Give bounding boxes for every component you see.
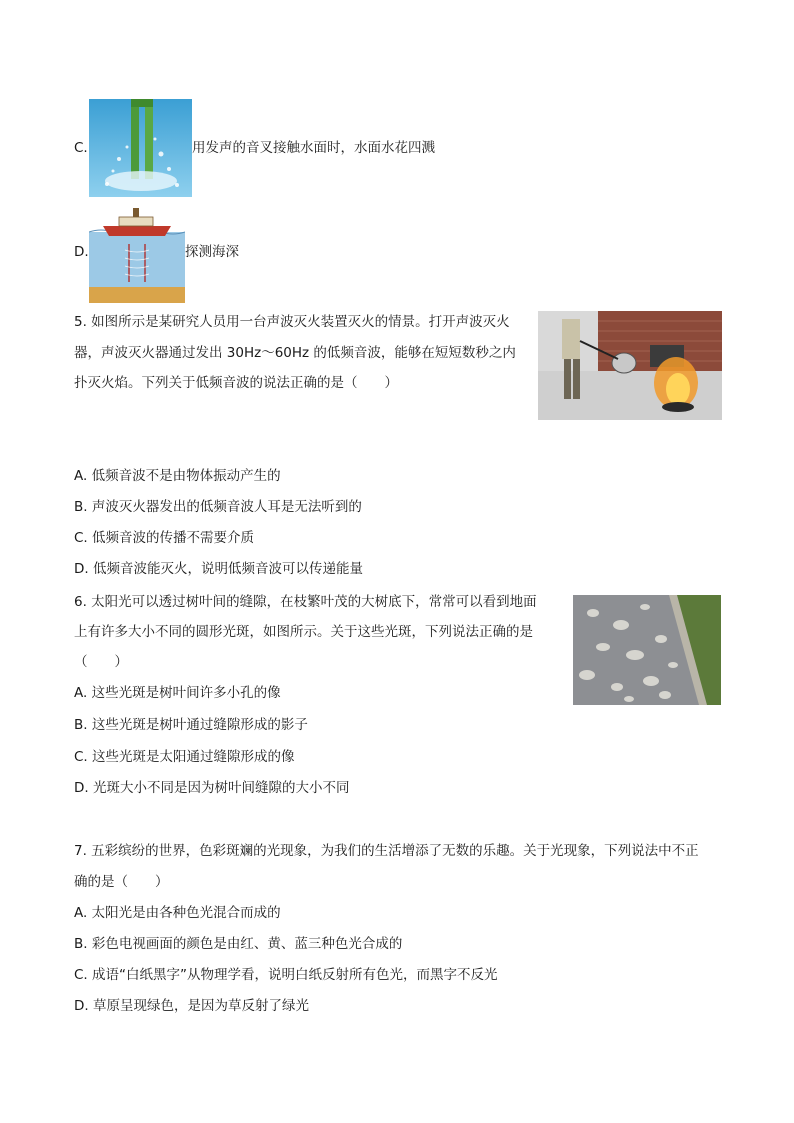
option-d-text: 探测海深 xyxy=(185,244,239,260)
q5-stem-line: 5. 如图所示是某研究人员用一台声波灭火装置灭火的情景。打开声波灭火 xyxy=(74,314,510,330)
sonar-ship-image xyxy=(89,204,185,303)
q7-stem-line: 7. 五彩缤纷的世界，色彩斑斓的光现象，为我们的生活增添了无数的乐趣。关于光现象，下列说法中不正 xyxy=(74,843,699,859)
q5-option-c: C. 低频音波的传播不需要介质 xyxy=(74,530,255,546)
option-d-letter: D. xyxy=(74,244,89,260)
q7-option-c: C. 成语“白纸黑字”从物理学看，说明白纸反射所有色光，而黑字不反光 xyxy=(74,967,498,983)
q5-stem-line: 器，声波灭火器通过发出 30Hz～60Hz 的低频音波，能够在短短数秒之内 xyxy=(74,345,516,361)
q5-option-b: B. 声波灭火器发出的低频音波人耳是无法听到的 xyxy=(74,499,362,515)
sound-fire-extinguisher-photo xyxy=(538,311,722,420)
q6-stem-line: 6. 太阳光可以透过树叶间的缝隙，在枝繁叶茂的大树底下，常常可以看到地面 xyxy=(74,594,537,610)
q6-option-a: A. 这些光斑是树叶间许多小孔的像 xyxy=(74,685,281,701)
q7-option-d: D. 草原呈现绿色，是因为草反射了绿光 xyxy=(74,998,309,1014)
q6-option-d: D. 光斑大小不同是因为树叶间缝隙的大小不同 xyxy=(74,780,350,796)
option-c-text: 用发声的音叉接触水面时，水面水花四溅 xyxy=(192,140,435,156)
q5-option-d: D. 低频音波能灭火，说明低频音波可以传递能量 xyxy=(74,561,363,577)
q5-option-a: A. 低频音波不是由物体振动产生的 xyxy=(74,468,281,484)
q7-option-b: B. 彩色电视画面的颜色是由红、黄、蓝三种色光合成的 xyxy=(74,936,403,952)
q7-stem-line: 确的是（ ） xyxy=(74,874,169,890)
light-spots-photo xyxy=(573,595,721,705)
q6-stem-line: （ ） xyxy=(74,654,128,670)
q7-option-a: A. 太阳光是由各种色光混合而成的 xyxy=(74,905,281,921)
q6-option-c: C. 这些光斑是太阳通过缝隙形成的像 xyxy=(74,749,295,765)
option-c-letter: C. xyxy=(74,140,88,156)
q5-stem-line: 扑灭火焰。下列关于低频音波的说法正确的是（ ） xyxy=(74,375,398,391)
tuning-fork-water-image xyxy=(89,99,192,197)
q6-stem-line: 上有许多大小不同的圆形光斑，如图所示。关于这些光斑，下列说法正确的是 xyxy=(74,624,533,640)
q6-option-b: B. 这些光斑是树叶通过缝隙形成的影子 xyxy=(74,717,308,733)
